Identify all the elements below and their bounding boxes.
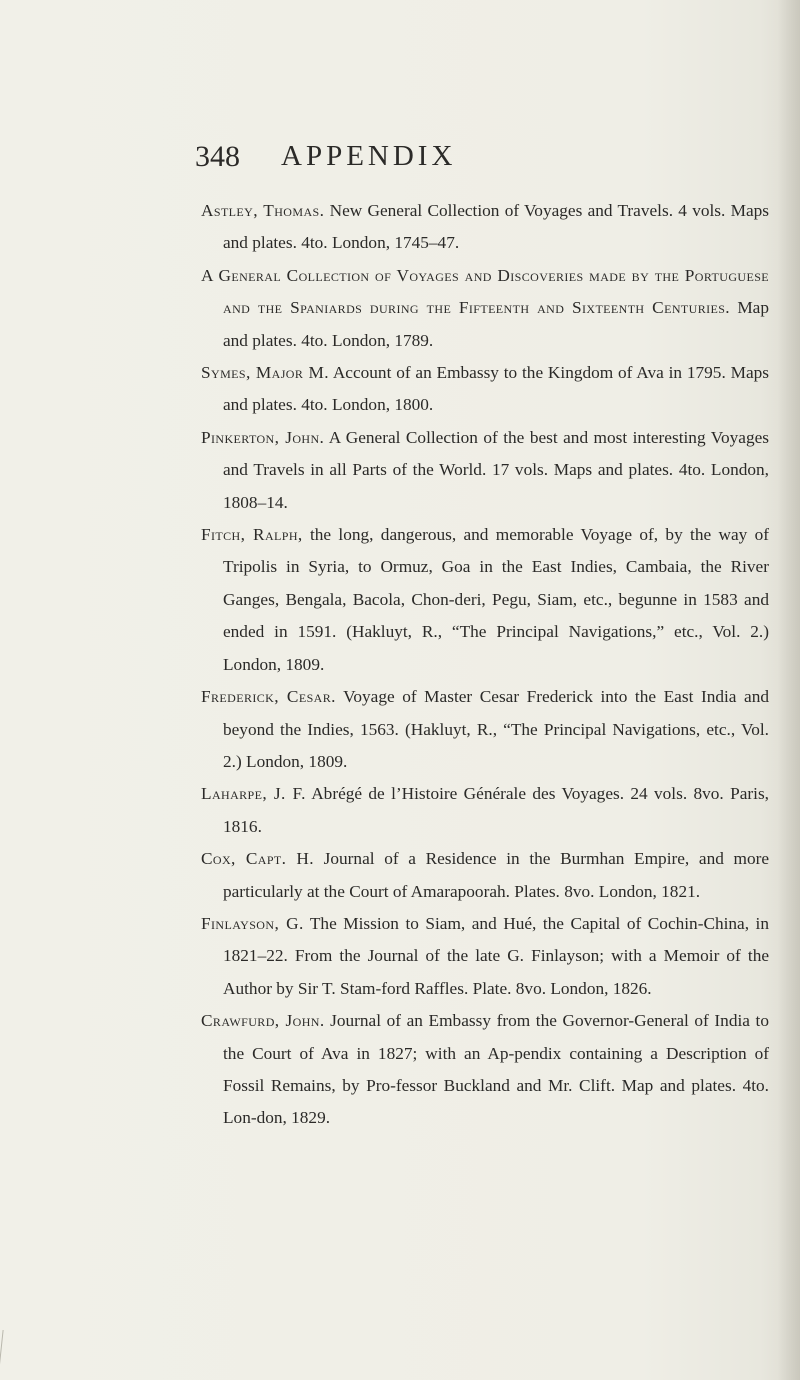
entry-author: Finlayson, G. [201, 913, 304, 933]
entry-text: Abrégé de l’Histoire Générale des Voyages. 24 vols. 8vo. Paris, 1816. [223, 784, 769, 836]
entry-author: Cox, Capt. H. [201, 849, 315, 869]
bibliography-entry [201, 519, 769, 681]
entry-text: New General Collection of Voyages and Travels. 4 vols. Maps and plates. 4to. London, 1745–47. [223, 201, 769, 253]
bibliography-entry [201, 422, 769, 519]
bibliography-entry [201, 357, 769, 422]
entry-text: Journal of a Residence in the Burmhan Empire, and more particularly at the Court of Amarapoorah. Plates. 8vo. London, 1821. [223, 849, 770, 901]
bibliography-entry [201, 1005, 769, 1135]
entry-author: A General Collection of Voyages and Discoveries made by the Portuguese and the Spaniards during the Fifteenth and Sixteenth Centuries. [201, 265, 769, 318]
page-number: 348 [195, 140, 240, 173]
bibliography-entry [201, 195, 769, 260]
entry-author: Frederick, Cesar. [201, 687, 336, 707]
entry-author: Laharpe, J. F. [201, 784, 306, 804]
page-corner-mark [0, 1330, 14, 1380]
entry-text: A General Collection of the best and most interesting Voyages and Travels in all Parts of the World. 17 vols. Maps and plates. 4to. London, 1808–14. [223, 427, 769, 512]
bibliography-entry [201, 778, 769, 843]
entry-author: Astley, Thomas. [201, 201, 325, 220]
entry-text: Map and plates. 4to. London, 1789. [223, 298, 769, 350]
entry-text: the long, dangerous, and memorable Voyage of, by the way of Tripolis in Syria, to Ormuz, Goa in the East Indies, Cambaia, the River Ganges, Bengala, Bacola, Chon-deri, Pegu, Siam, etc., begunne in 1583 and ended in 1591. (Hakluyt, R., “The Principal Navigations,” etc., Vol. 2.) London, 1809. [223, 525, 770, 674]
entry-author: Fitch, Ralph, [201, 525, 303, 545]
entry-author: Symes, Major M. [201, 363, 329, 383]
page-header [195, 140, 615, 180]
bibliography-entry [201, 681, 769, 778]
entry-author: Pinkerton, John. [201, 427, 325, 447]
bibliography-entry [201, 260, 769, 357]
entry-author: Crawfurd, John. [201, 1011, 325, 1031]
running-head: APPENDIX [281, 140, 457, 172]
entry-text: Voyage of Master Cesar Frederick into the East India and beyond the Indies, 1563. (Hakluyt, R., “The Principal Navigations, etc., Vol. 2.) London, 1809. [223, 687, 769, 771]
bibliography-entry [201, 843, 769, 908]
page-edge-shadow [778, 0, 800, 1380]
entry-text: Journal of an Embassy from the Governor-General of India to the Court of Ava in 1827; with an Ap-pendix containing a Description of Fossil Remains, by Pro-fessor Buckland and Mr. Clift. Map and plates. 4to. Lon-don, 1829. [223, 1011, 769, 1128]
entry-text: Account of an Embassy to the Kingdom of Ava in 1795. Maps and plates. 4to. London, 1800. [223, 363, 769, 415]
bibliography-entry [201, 908, 769, 1005]
entry-text: The Mission to Siam, and Hué, the Capital of Cochin-China, in 1821–22. From the Journal of the late G. Finlayson; with a Memoir of the Author by Sir T. Stam-ford Raffles. Plate. 8vo. London, 1826. [223, 913, 769, 998]
bibliography-list [201, 195, 769, 1135]
